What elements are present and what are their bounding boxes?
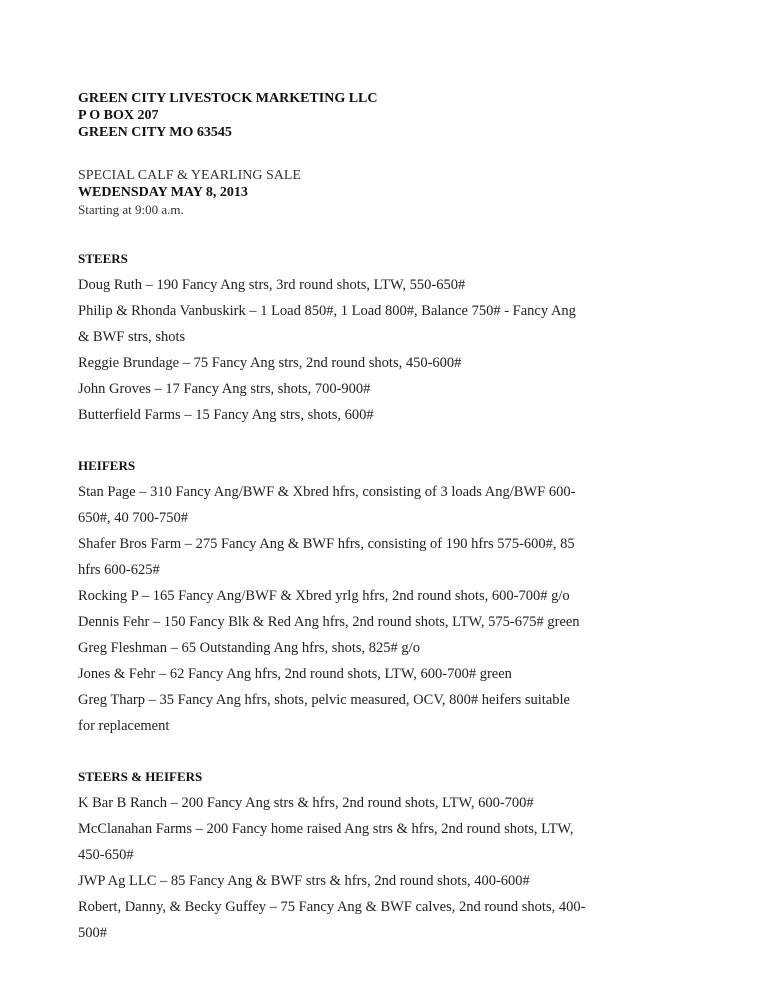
entry-line: Stan Page – 310 Fancy Ang/BWF & Xbred hfrs, consisting of 3 loads Ang/BWF 600-: [78, 484, 576, 500]
entry-line: Jones & Fehr – 62 Fancy Ang hfrs, 2nd round shots, LTW, 600-700# green: [78, 666, 512, 682]
entry-line: Philip & Rhonda Vanbuskirk – 1 Load 850#, 1 Load 800#, Balance 750# - Fancy Ang: [78, 303, 576, 319]
section-heading: STEERS: [78, 251, 128, 266]
section-heifers: [78, 453, 728, 739]
section-heading: STEERS & HEIFERS: [78, 769, 203, 784]
entry-line: Doug Ruth – 190 Fancy Ang strs, 3rd round shots, LTW, 550-650#: [78, 277, 466, 293]
company-header: [78, 90, 728, 141]
entry-line: hfrs 600-625#: [78, 562, 160, 578]
entry-line: John Groves – 17 Fancy Ang strs, shots, 700-900#: [78, 381, 371, 397]
entry-line: Reggie Brundage – 75 Fancy Ang strs, 2nd round shots, 450-600#: [78, 355, 462, 371]
entry-line: 450-650#: [78, 847, 134, 863]
sale-date: WEDENSDAY MAY 8, 2013: [78, 185, 248, 200]
consignment-entry: [78, 609, 728, 635]
consignment-sections: [78, 246, 728, 946]
consignment-entry: [78, 687, 728, 739]
consignment-entry: [78, 635, 728, 661]
section-heading: HEIFERS: [78, 458, 136, 473]
sale-info: [78, 167, 728, 218]
consignment-entry: [78, 272, 728, 298]
entry-line: 650#, 40 700-750#: [78, 510, 188, 526]
entry-line: Robert, Danny, & Becky Guffey – 75 Fancy Ang & BWF calves, 2nd round shots, 400-: [78, 899, 586, 915]
entry-line: & BWF strs, shots: [78, 329, 186, 345]
consignment-entry: [78, 816, 728, 868]
sale-title: SPECIAL CALF & YEARLING SALE: [78, 168, 301, 183]
consignment-entry: [78, 298, 728, 350]
section-steers-heifers: [78, 764, 728, 946]
consignment-entry: [78, 868, 728, 894]
entry-line: McClanahan Farms – 200 Fancy home raised Ang strs & hfrs, 2nd round shots, LTW,: [78, 821, 574, 837]
section-steers: [78, 246, 728, 428]
entry-line: Rocking P – 165 Fancy Ang/BWF & Xbred yrlg hfrs, 2nd round shots, 600-700# g/o: [78, 588, 570, 604]
company-name: GREEN CITY LIVESTOCK MARKETING LLC: [78, 91, 378, 106]
entry-line: for replacement: [78, 718, 170, 734]
consignment-entry: [78, 376, 728, 402]
entry-line: Butterfield Farms – 15 Fancy Ang strs, shots, 600#: [78, 407, 374, 423]
consignment-entry: [78, 583, 728, 609]
consignment-entry: [78, 479, 728, 531]
entry-line: Dennis Fehr – 150 Fancy Blk & Red Ang hfrs, 2nd round shots, LTW, 575-675# green: [78, 614, 580, 630]
entry-line: 500#: [78, 925, 107, 941]
entry-line: Shafer Bros Farm – 275 Fancy Ang & BWF hfrs, consisting of 190 hfrs 575-600#, 85: [78, 536, 575, 552]
document-page: [78, 90, 728, 946]
company-address-line-1: P O BOX 207: [78, 108, 159, 123]
consignment-entry: [78, 894, 728, 946]
company-address-line-2: GREEN CITY MO 63545: [78, 125, 232, 140]
entry-line: K Bar B Ranch – 200 Fancy Ang strs & hfrs, 2nd round shots, LTW, 600-700#: [78, 795, 534, 811]
consignment-entry: [78, 661, 728, 687]
consignment-entry: [78, 402, 728, 428]
consignment-entry: [78, 350, 728, 376]
entry-line: Greg Tharp – 35 Fancy Ang hfrs, shots, pelvic measured, OCV, 800# heifers suitable: [78, 692, 570, 708]
consignment-entry: [78, 531, 728, 583]
entry-line: Greg Fleshman – 65 Outstanding Ang hfrs, shots, 825# g/o: [78, 640, 420, 656]
entry-line: JWP Ag LLC – 85 Fancy Ang & BWF strs & hfrs, 2nd round shots, 400-600#: [78, 873, 530, 889]
consignment-entry: [78, 790, 728, 816]
sale-start-time: Starting at 9:00 a.m.: [78, 202, 184, 217]
